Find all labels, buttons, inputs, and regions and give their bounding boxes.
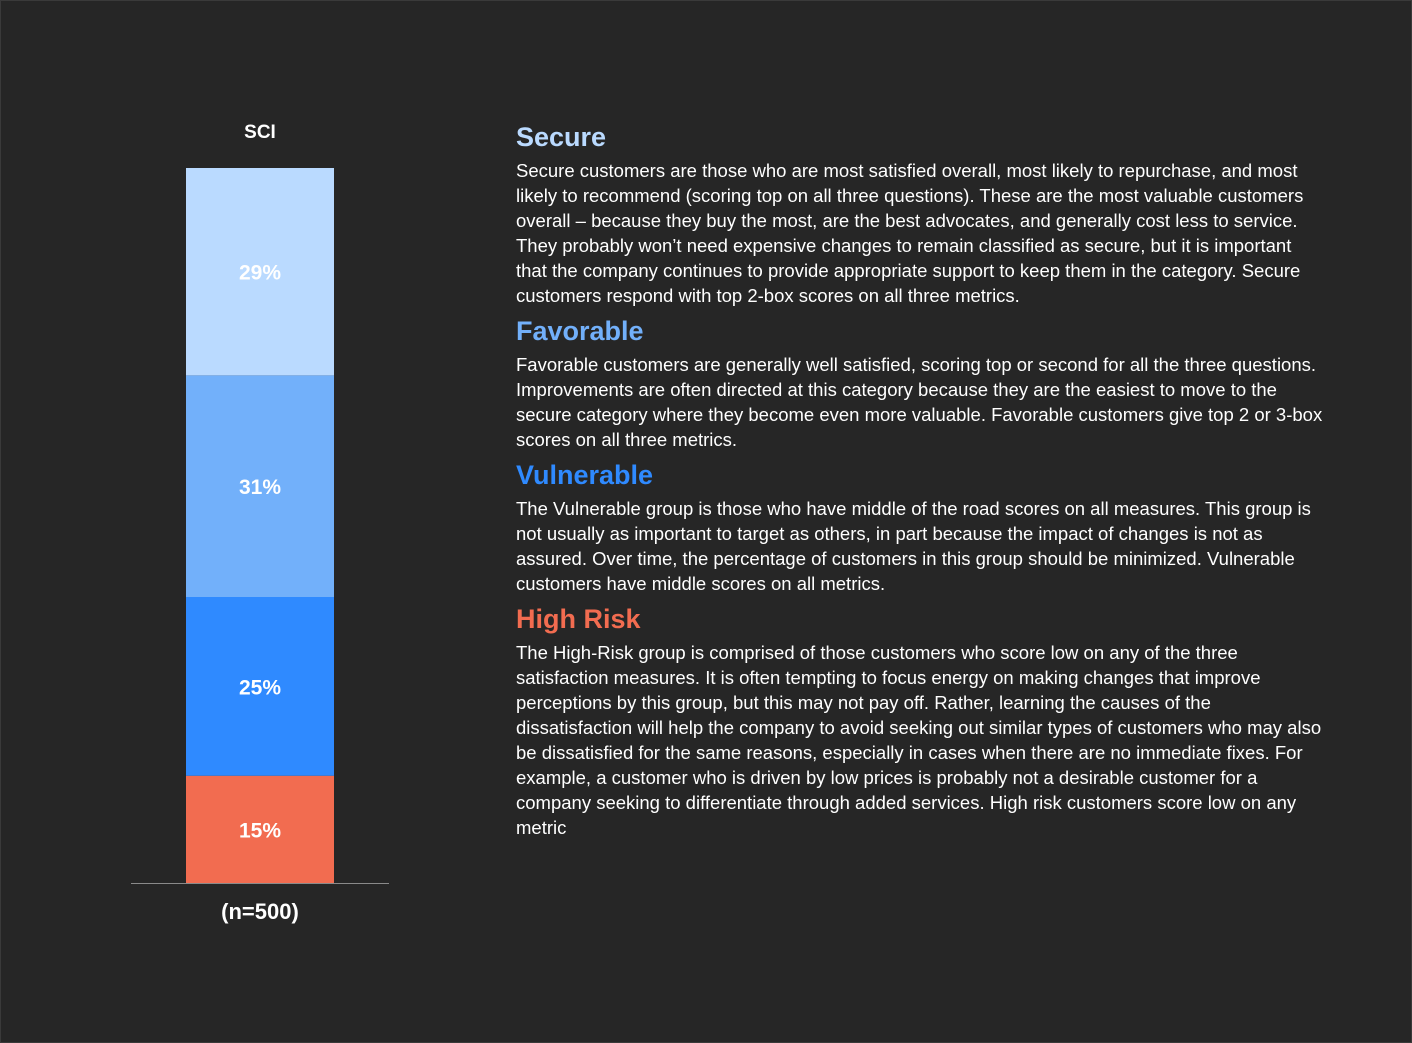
section-text: The High-Risk group is comprised of those customers who score low on any of the three satisfaction measures. It is often tempting to focus energy on making changes that improve perceptions by this group, but this may not pay off. Rather, learning the causes of the dissatisfaction will help the company to avoid seeking out similar types of customers who may also be dissatisfied for the same reasons, especially in cases when there are no immediate fixes. For example, a customer who is driven by low prices is probably not a desirable customer for a company seeking to differentiate through added services. High risk customers score low on any metric — [516, 642, 1322, 838]
sci-stacked-bar-chart — [1, 1, 461, 1001]
section-title: Favorable — [516, 316, 644, 346]
section-text: The Vulnerable group is those who have middle of the road scores on all measures. This group is not usually as important to target as others, in part because the impact of changes is not as assured. Over time, the percentage of customers in this group should be minimized. Vulnerable customers have middle scores on all metrics. — [516, 498, 1311, 594]
segment-descriptions — [516, 120, 1326, 846]
section-title: Vulnerable — [516, 460, 654, 490]
section-high-risk — [516, 602, 1326, 840]
section-secure — [516, 120, 1326, 308]
chart-title: SCI — [244, 122, 276, 143]
data-label-vulnerable: 25% — [238, 676, 282, 700]
section-vulnerable — [516, 458, 1326, 596]
section-favorable — [516, 314, 1326, 452]
section-text: Secure customers are those who are most satisfied overall, most likely to repurchase, and most likely to recommend (scoring top on all three questions). These are the most valuable customers overall – because they buy the most, are the best advocates, and generally cost less to service. They probably won’t need expensive changes to remain classified as secure, but it is important that the company continues to provide appropriate support to keep them in the category. Secure customers respond with top 2-box scores on all three metrics. — [516, 160, 1304, 306]
data-label-high-risk: 15% — [238, 819, 282, 843]
sample-size-label: (n=500) — [221, 899, 299, 924]
data-label-favorable: 31% — [238, 476, 282, 500]
data-label-secure: 29% — [238, 261, 282, 285]
section-title: Secure — [516, 122, 607, 152]
section-text: Favorable customers are generally well satisfied, scoring top or second for all the three questions. Improvements are often directed at this category because they are the easiest to move to the secure category where they become even more valuable. Favorable customers give top 2 or 3-box scores on all three metrics. — [516, 354, 1323, 450]
section-title: High Risk — [516, 604, 641, 634]
